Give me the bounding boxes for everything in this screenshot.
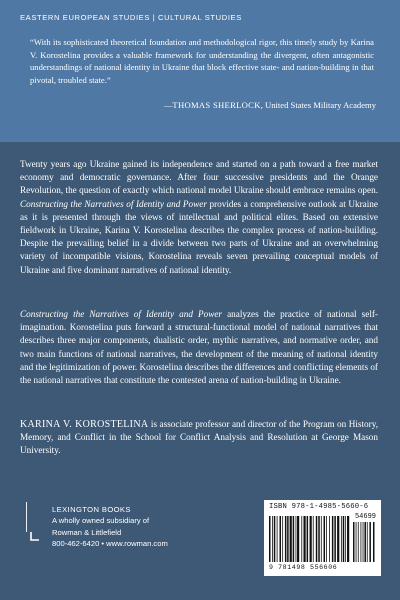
barcode-bar: [343, 516, 345, 562]
barcode-bar: [347, 516, 349, 562]
barcode-bar: [282, 516, 283, 562]
barcode-bar: [329, 516, 330, 562]
barcode-bar: [293, 516, 295, 562]
barcode-bar: [269, 516, 271, 562]
endorser-affiliation: , United States Military Academy: [260, 100, 376, 110]
addon-bar: [369, 522, 371, 562]
addon-bar: [367, 522, 368, 562]
endorser-name: THOMAS SHERLOCK: [172, 100, 261, 110]
isbn-text: ISBN 978-1-4985-5660-6: [269, 503, 369, 511]
addon-bar: [364, 522, 366, 562]
endorsement-quote: “With its sophisticated theoretical foundation and methodological rigor, this timely study by Karina V. Korostelina provides a valuable framework for understanding the divergent, often antagonistic understandings of national identity in Ukraine that block effective state- and nation-building in that pivotal, troubled state.”: [30, 37, 374, 85]
barcode-bar: [274, 516, 276, 562]
barcode-bar: [337, 516, 339, 562]
endorsement-band: [0, 0, 400, 142]
author-bio: [20, 418, 378, 458]
barcode-bar: [303, 516, 305, 562]
barcode-bar: [297, 516, 299, 562]
author-name: KARINA V. KOROSTELINA: [20, 419, 149, 430]
barcode-bar: [307, 516, 309, 562]
barcode-bar: [296, 516, 297, 562]
addon-bar: [363, 522, 364, 562]
endorsement-attribution: [164, 100, 376, 110]
barcode-bar: [290, 516, 292, 562]
barcode-bar: [332, 516, 334, 562]
barcode-bar: [285, 516, 287, 562]
publisher-parent: Rowman & Littlefield: [52, 527, 122, 537]
p1-text-end: provides a comprehensive outlook at Ukraine as it is presented through the views of intellectual and political elites. Based on extensive fieldwork in Ukraine, Karina V. Korostelina describes the complex process of nation-building. Despite the prevailing belief in a divide between two parts of Ukraine and an overwhelming variety of incompatible visions, Korostelina reveals seven prevailing conceptual models of Ukraine and five dominant narratives of national identity.: [20, 198, 378, 275]
addon-bar: [361, 522, 362, 562]
publisher-info: [52, 504, 168, 549]
attribution-dash: —: [163, 100, 173, 110]
barcode-bar: [313, 516, 314, 562]
barcode-addon-digits: 54699: [354, 513, 376, 521]
publisher-subsidiary: A wholly owned subsidiary of: [52, 516, 150, 526]
barcode-bar: [321, 516, 322, 562]
barcode-bar: [316, 516, 318, 562]
addon-bar: [373, 522, 375, 562]
publisher-name: LEXINGTON BOOKS: [52, 505, 131, 514]
p2-text: analyzes the practice of national self-imagination. Korostelina puts forward a structural-functional model of national narratives that describes three major components, dualistic order, mythic narratives, and normative order, and two main functions of national narratives, the development of the meaning of national identity and the legitimization of power. Korostelina describes the differences and conflicting elements of the national narratives that constitute the contested arena of nation-building in Ukraine.: [20, 309, 378, 386]
barcode-bars: [269, 514, 376, 564]
description-paragraph-2: [20, 308, 378, 387]
description-paragraph-1: [20, 158, 378, 277]
p1-book-title: Constructing the Narratives of Identity and Power: [20, 198, 207, 209]
barcode-bar: [341, 516, 342, 562]
barcode-bar: [310, 516, 312, 562]
barcode-digits: 9 781498 556606: [269, 564, 338, 571]
addon-bar: [356, 522, 357, 562]
barcode-bar: [334, 516, 336, 562]
barcode-bar: [326, 516, 327, 562]
p2-book-title: Constructing the Narratives of Identity and Power: [20, 309, 222, 319]
p1-text-start: Twenty years ago Ukraine gained its independence and started on a path toward a free market economy and democratic governance. After four successive presidents and the Orange Revolution, the question of exactly which national model Ukraine should embrace remains open.: [20, 159, 378, 196]
addon-bar: [353, 522, 355, 562]
barcode-bar: [277, 516, 278, 562]
publisher-contact: 800-462-6420 • www.rowman.com: [52, 538, 168, 548]
barcode-bar: [324, 516, 326, 562]
category-label: EASTERN EUROPEAN STUDIES | CULTURAL STUDIES: [20, 13, 242, 22]
barcode-bar: [280, 516, 282, 562]
publisher-logo-icon: [30, 531, 40, 541]
barcode-bar: [287, 516, 289, 562]
isbn-barcode: [264, 500, 381, 576]
author-bio-text: is associate professor and director of the Program on History, Memory, and Conflict in the School for Conflict Analysis and Resolution at George Mason University.: [20, 419, 378, 456]
publisher-divider: [26, 502, 27, 532]
barcode-bar: [318, 516, 320, 562]
barcode-bar: [345, 516, 346, 562]
barcode-bar: [301, 516, 302, 562]
barcode-bar: [272, 516, 273, 562]
addon-bar: [358, 522, 359, 562]
